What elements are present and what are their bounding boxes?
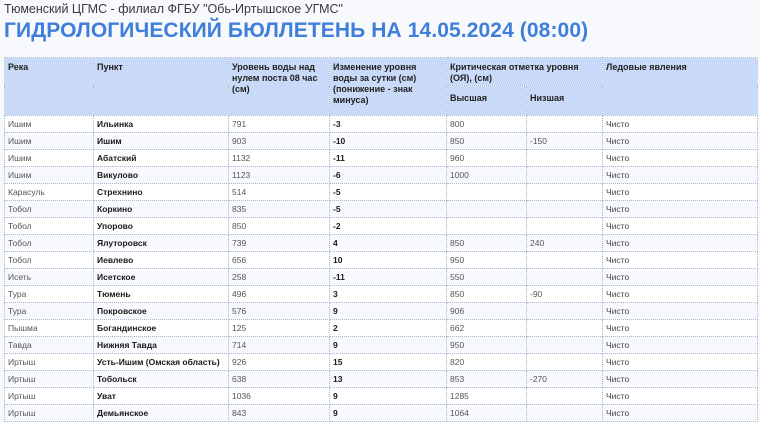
water-level-cell: 843 (229, 405, 330, 422)
river-cell: Иртыш (5, 354, 94, 371)
table-row (5, 167, 758, 184)
station-cell: Упорово (94, 218, 229, 235)
ice-conditions-cell: Чисто (603, 388, 758, 405)
critical-low-cell (527, 252, 603, 269)
critical-high-cell (447, 184, 527, 201)
station-cell: Абатский (94, 150, 229, 167)
level-change-cell: 15 (330, 354, 447, 371)
river-cell: Иртыш (5, 371, 94, 388)
critical-high-cell: 950 (447, 252, 527, 269)
page-title: ГИДРОЛОГИЧЕСКИЙ БЮЛЛЕТЕНЬ НА 14.05.2024 (08:00) (4, 19, 589, 42)
level-change-cell: 9 (330, 405, 447, 422)
critical-low-cell: 240 (527, 235, 603, 252)
column-header-ice: Ледовые явления (603, 58, 758, 116)
critical-low-cell: -270 (527, 371, 603, 388)
critical-high-cell: 960 (447, 150, 527, 167)
ice-conditions-cell: Чисто (603, 286, 758, 303)
level-change-cell: -5 (330, 201, 447, 218)
ice-conditions-cell: Чисто (603, 320, 758, 337)
river-cell: Ишим (5, 150, 94, 167)
water-level-cell: 791 (229, 116, 330, 133)
water-level-cell: 1036 (229, 388, 330, 405)
critical-high-cell: 800 (447, 116, 527, 133)
critical-high-cell: 662 (447, 320, 527, 337)
station-cell: Коркино (94, 201, 229, 218)
level-change-cell: 9 (330, 388, 447, 405)
river-cell: Иртыш (5, 405, 94, 422)
critical-high-cell (447, 218, 527, 235)
level-change-cell: -11 (330, 150, 447, 167)
level-change-cell: -6 (330, 167, 447, 184)
critical-low-cell (527, 320, 603, 337)
table-row (5, 354, 758, 371)
river-cell: Тобол (5, 252, 94, 269)
table-row (5, 405, 758, 422)
water-level-cell: 835 (229, 201, 330, 218)
station-cell: Ишим (94, 133, 229, 150)
column-header-change: Изменение уровня воды за сутки (см) (понижение - знак минуса) (330, 58, 447, 116)
ice-conditions-cell: Чисто (603, 184, 758, 201)
critical-high-cell: 820 (447, 354, 527, 371)
critical-high-cell (447, 201, 527, 218)
river-cell: Карасуль (5, 184, 94, 201)
table-row (5, 235, 758, 252)
ice-conditions-cell: Чисто (603, 116, 758, 133)
ice-conditions-cell: Чисто (603, 337, 758, 354)
critical-low-cell (527, 150, 603, 167)
station-cell: Нижняя Тавда (94, 337, 229, 354)
table-row (5, 150, 758, 167)
column-header-critical: Критическая отметка уровня (ОЯ), (см) (447, 58, 603, 86)
level-change-cell: 4 (330, 235, 447, 252)
ice-conditions-cell: Чисто (603, 269, 758, 286)
table-row (5, 252, 758, 269)
critical-high-cell: 1000 (447, 167, 527, 184)
river-cell: Ишим (5, 167, 94, 184)
level-change-cell: -11 (330, 269, 447, 286)
water-level-cell: 576 (229, 303, 330, 320)
critical-low-cell (527, 218, 603, 235)
critical-high-cell: 850 (447, 133, 527, 150)
water-level-cell: 926 (229, 354, 330, 371)
level-change-cell: 9 (330, 303, 447, 320)
ice-conditions-cell: Чисто (603, 235, 758, 252)
column-header-level: Уровень воды над нулем поста 08 час (см) (229, 58, 330, 116)
river-cell: Тобол (5, 235, 94, 252)
ice-conditions-cell: Чисто (603, 167, 758, 184)
station-cell: Стрехнино (94, 184, 229, 201)
hydrology-table (4, 57, 758, 422)
station-cell: Ильинка (94, 116, 229, 133)
table-row (5, 133, 758, 150)
station-cell: Ялуторовск (94, 235, 229, 252)
station-cell: Богандинское (94, 320, 229, 337)
table-row (5, 116, 758, 133)
river-cell: Иртыш (5, 388, 94, 405)
column-header-station: Пункт (94, 58, 229, 116)
water-level-cell: 656 (229, 252, 330, 269)
water-level-cell: 739 (229, 235, 330, 252)
level-change-cell: -3 (330, 116, 447, 133)
critical-low-cell (527, 405, 603, 422)
critical-high-cell: 850 (447, 235, 527, 252)
water-level-cell: 850 (229, 218, 330, 235)
water-level-cell: 496 (229, 286, 330, 303)
critical-high-cell: 853 (447, 371, 527, 388)
critical-low-cell (527, 303, 603, 320)
station-cell: Усть-Ишим (Омская область) (94, 354, 229, 371)
station-cell: Тюмень (94, 286, 229, 303)
table-body (5, 116, 758, 422)
water-level-cell: 514 (229, 184, 330, 201)
critical-low-cell (527, 354, 603, 371)
ice-conditions-cell: Чисто (603, 150, 758, 167)
table-row (5, 201, 758, 218)
level-change-cell: 3 (330, 286, 447, 303)
water-level-cell: 125 (229, 320, 330, 337)
ice-conditions-cell: Чисто (603, 405, 758, 422)
table-row (5, 286, 758, 303)
river-cell: Тура (5, 286, 94, 303)
table-row (5, 303, 758, 320)
critical-low-cell: -90 (527, 286, 603, 303)
table-row (5, 371, 758, 388)
ice-conditions-cell: Чисто (603, 371, 758, 388)
level-change-cell: 2 (330, 320, 447, 337)
table-row (5, 337, 758, 354)
water-level-cell: 1123 (229, 167, 330, 184)
water-level-cell: 714 (229, 337, 330, 354)
station-cell: Иевлево (94, 252, 229, 269)
station-cell: Уват (94, 388, 229, 405)
water-level-cell: 638 (229, 371, 330, 388)
critical-low-cell (527, 116, 603, 133)
level-change-cell: 13 (330, 371, 447, 388)
critical-high-cell: 906 (447, 303, 527, 320)
river-cell: Тавда (5, 337, 94, 354)
river-cell: Ишим (5, 116, 94, 133)
ice-conditions-cell: Чисто (603, 133, 758, 150)
ice-conditions-cell: Чисто (603, 354, 758, 371)
critical-low-cell: -150 (527, 133, 603, 150)
station-cell: Покровское (94, 303, 229, 320)
station-cell: Викулово (94, 167, 229, 184)
table-header (5, 58, 758, 116)
column-header-critical-high: Высшая (447, 86, 527, 116)
river-cell: Исеть (5, 269, 94, 286)
critical-low-cell (527, 184, 603, 201)
column-header-river: Река (5, 58, 94, 116)
table-row (5, 269, 758, 286)
critical-low-cell (527, 337, 603, 354)
organization-name: Тюменский ЦГМС - филиал ФГБУ "Обь-Иртышское УГМС" (4, 2, 343, 16)
critical-low-cell (527, 167, 603, 184)
ice-conditions-cell: Чисто (603, 303, 758, 320)
ice-conditions-cell: Чисто (603, 201, 758, 218)
table-row (5, 218, 758, 235)
water-level-cell: 258 (229, 269, 330, 286)
table-row (5, 388, 758, 405)
ice-conditions-cell: Чисто (603, 252, 758, 269)
river-cell: Тобол (5, 201, 94, 218)
river-cell: Пышма (5, 320, 94, 337)
station-cell: Исетское (94, 269, 229, 286)
level-change-cell: -10 (330, 133, 447, 150)
level-change-cell: 9 (330, 337, 447, 354)
column-header-critical-low: Низшая (527, 86, 603, 116)
table-row (5, 320, 758, 337)
critical-high-cell: 1285 (447, 388, 527, 405)
station-cell: Тобольск (94, 371, 229, 388)
critical-low-cell (527, 201, 603, 218)
level-change-cell: 10 (330, 252, 447, 269)
critical-low-cell (527, 269, 603, 286)
level-change-cell: -5 (330, 184, 447, 201)
critical-low-cell (527, 388, 603, 405)
river-cell: Тура (5, 303, 94, 320)
table-row (5, 184, 758, 201)
critical-high-cell: 850 (447, 286, 527, 303)
station-cell: Демьянское (94, 405, 229, 422)
river-cell: Ишим (5, 133, 94, 150)
ice-conditions-cell: Чисто (603, 218, 758, 235)
water-level-cell: 903 (229, 133, 330, 150)
critical-high-cell: 950 (447, 337, 527, 354)
water-level-cell: 1132 (229, 150, 330, 167)
river-cell: Тобол (5, 218, 94, 235)
critical-high-cell: 1064 (447, 405, 527, 422)
critical-high-cell: 550 (447, 269, 527, 286)
level-change-cell: -2 (330, 218, 447, 235)
